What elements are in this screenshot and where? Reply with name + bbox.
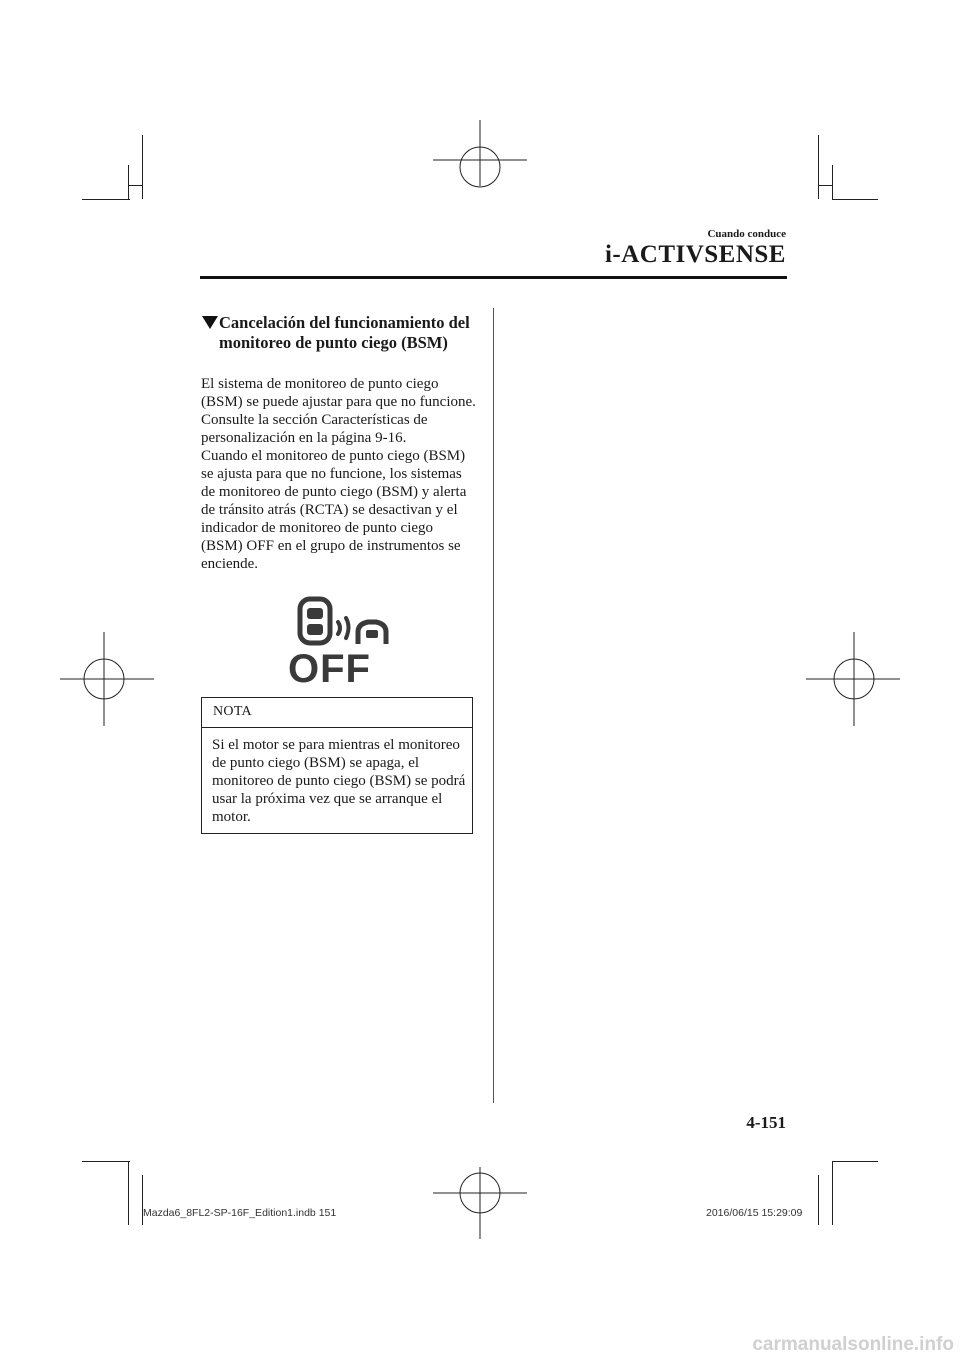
crop-mark [832, 165, 833, 199]
watermark-text: carmanualsonline.info [752, 1334, 954, 1355]
crop-mark [142, 135, 143, 199]
paragraph: Cuando el monitoreo de punto ciego (BSM) se ajusta para que no funcione, los sistemas de monitoreo de punto ciego (BSM) y alerta de tránsito atrás (RCTA) se desactivan y el indicador de monitoreo de punto ciego (BSM) OFF en el grupo de instrumentos se enciende. [201, 448, 467, 572]
triangle-bullet-icon [202, 316, 218, 329]
print-footer-timestamp: 2016/06/15 15:29:09 [706, 1207, 803, 1219]
crop-mark [832, 199, 878, 200]
crop-mark [832, 1161, 833, 1225]
note-divider [202, 727, 472, 728]
header-rule [200, 276, 787, 279]
print-footer-file: Mazda6_8FL2-SP-16F_Edition1.indb 151 [143, 1207, 337, 1219]
paragraph: El sistema de monitoreo de punto ciego (BSM) se puede ajustar para que no funcione. [201, 376, 476, 410]
registration-target-right [806, 632, 900, 726]
crop-mark [818, 1175, 819, 1225]
subsection-heading [202, 313, 472, 353]
registration-target-left [60, 632, 154, 726]
paragraph: Consulte la sección Características de personalización en la página 9-16. [201, 412, 428, 446]
crop-mark [82, 199, 130, 200]
crop-mark [128, 165, 129, 199]
registration-target-bottom [433, 1145, 527, 1239]
crop-mark [832, 1161, 878, 1162]
body-text [201, 375, 476, 573]
crop-mark [818, 135, 819, 199]
page-number: 4-151 [746, 1113, 786, 1132]
crop-mark [128, 185, 142, 186]
section-title: i-ACTIVSENSE [604, 241, 786, 268]
column-divider [493, 308, 494, 1103]
registration-target-top [433, 120, 527, 214]
bsm-off-indicator-icon [286, 596, 392, 686]
svg-text:OFF: OFF [288, 647, 371, 686]
chapter-title: Cuando conduce [707, 228, 786, 240]
subsection-heading-text: Cancelación del funcionamiento del monitoreo de punto ciego (BSM) [219, 313, 470, 352]
crop-mark [818, 185, 832, 186]
note-text: Si el motor se para mientras el monitoreo de punto ciego (BSM) se apaga, el monitoreo de punto ciego (BSM) se podrá usar la próxima vez que se arranque el motor. [212, 737, 466, 825]
note-title: NOTA [213, 704, 252, 719]
crop-mark [128, 1161, 129, 1225]
crop-mark [82, 1161, 130, 1162]
note-box [201, 697, 473, 834]
